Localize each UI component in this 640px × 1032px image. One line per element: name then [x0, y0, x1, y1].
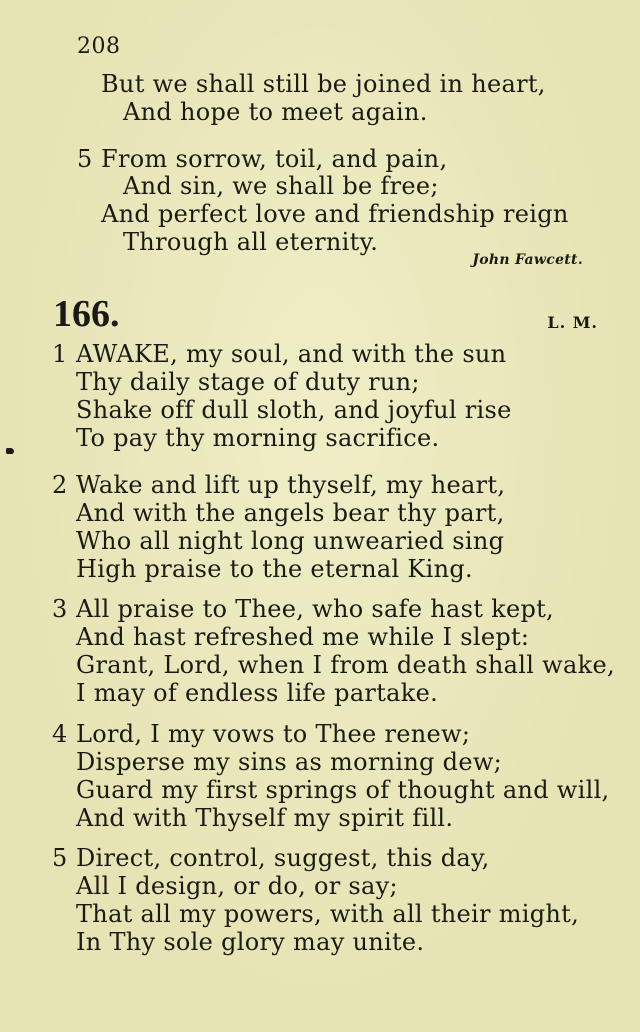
stanza-5-line-1: Direct, control, suggest, this day,	[76, 844, 490, 872]
stanza-1-number: 1	[52, 340, 68, 368]
hymn-meter: L. M.	[547, 313, 598, 332]
stanza-3-line-1: All praise to Thee, who safe hast kept,	[76, 595, 554, 623]
stanza-2-line-2: And with the angels bear thy part,	[76, 499, 505, 527]
stanza-2-line-1: Wake and lift up thyself, my heart,	[76, 471, 506, 499]
stanza-5-line-2: All I design, or do, or say;	[76, 872, 398, 900]
stanza-3-line-2: And hast refreshed me while I slept:	[76, 623, 530, 651]
stanza-3-number: 3	[52, 595, 68, 623]
author-attribution: John Fawcett.	[472, 252, 583, 268]
prev-stanza-number: 5	[77, 145, 93, 173]
stanza-4-line-2: Disperse my sins as morning dew;	[76, 748, 503, 776]
stanza-1-line-2: Thy daily stage of duty run;	[76, 368, 420, 396]
stanza-5-number: 5	[52, 844, 68, 872]
prev-stanza5-line-2: And sin, we shall be free;	[123, 172, 439, 200]
stanza-3-line-4: I may of endless life partake.	[76, 679, 439, 707]
ink-mark	[6, 448, 14, 454]
stanza-5-line-4: In Thy sole glory may unite.	[76, 928, 425, 956]
stanza-1-line-1: AWAKE, my soul, and with the sun	[76, 340, 507, 368]
stanza-2-line-3: Who all night long unwearied sing	[76, 527, 505, 555]
stanza-2-line-4: High praise to the eternal King.	[76, 555, 473, 583]
stanza-3-line-3: Grant, Lord, when I from death shall wake,	[76, 651, 615, 679]
page-number: 208	[77, 34, 121, 59]
prev-stanza-line-2: And hope to meet again.	[123, 98, 428, 126]
stanza-1-line-4: To pay thy morning sacrifice.	[76, 424, 440, 452]
stanza-2-number: 2	[52, 471, 68, 499]
prev-stanza-line-1: But we shall still be joined in heart,	[101, 70, 546, 98]
prev-stanza5-line-4: Through all eternity.	[123, 228, 379, 256]
stanza-1-line-3: Shake off dull sloth, and joyful rise	[76, 396, 512, 424]
prev-stanza5-line-3: And perfect love and friendship reign	[101, 200, 569, 228]
hymn-number: 166.	[53, 293, 120, 335]
stanza-4-line-3: Guard my first springs of thought and will,	[76, 776, 610, 804]
prev-stanza5-line-1: From sorrow, toil, and pain,	[101, 145, 448, 173]
stanza-4-line-1: Lord, I my vows to Thee renew;	[76, 720, 471, 748]
stanza-4-line-4: And with Thyself my spirit fill.	[76, 804, 454, 832]
stanza-4-number: 4	[52, 720, 68, 748]
stanza-5-line-3: That all my powers, with all their might,	[76, 900, 580, 928]
